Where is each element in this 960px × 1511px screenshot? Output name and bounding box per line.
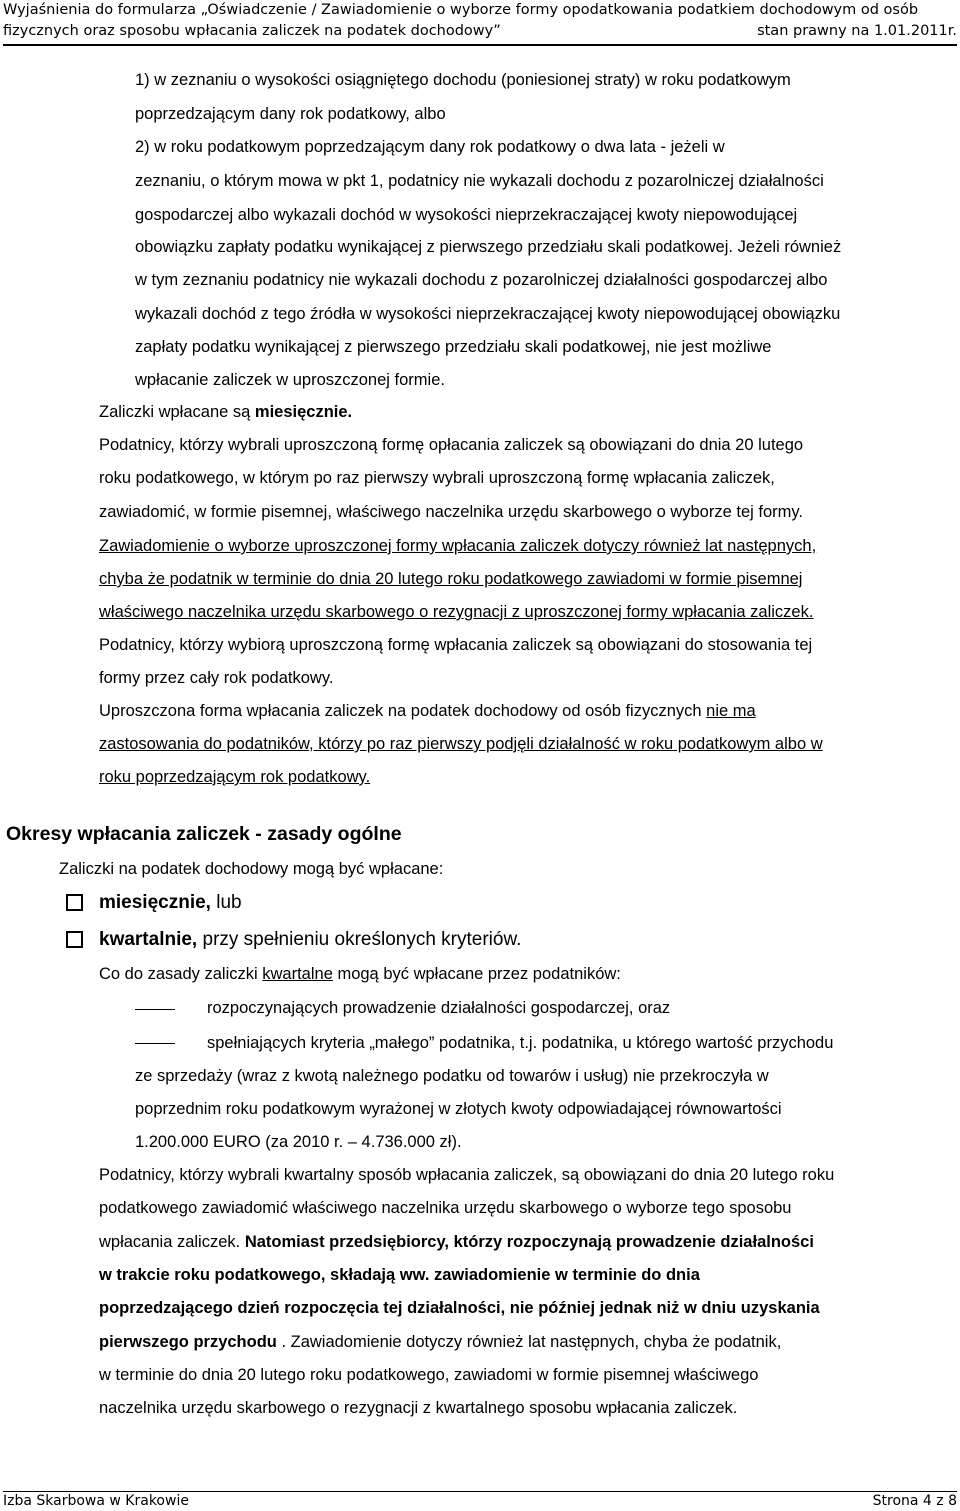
underlined-line: Zawiadomienie o wyborze uproszczonej formy wpłacania zaliczek dotyczy również lat następnych, <box>99 537 817 555</box>
text-line: Podatnicy, którzy wybiorą uproszczoną formę wpłacania zaliczek są obowiązani do stosowania tej <box>99 636 813 654</box>
text-line: w terminie do dnia 20 lutego roku podatkowego, zawiadomi w formie pisemnej właściwego <box>99 1366 759 1384</box>
text-line <box>99 1298 820 1318</box>
text-line: 1) w zeznaniu o wysokości osiągniętego dochodu (poniesionej straty) w roku podatkowym <box>135 71 791 89</box>
text-line: zeznaniu, o którym mowa w pkt 1, podatnicy nie wykazali dochodu z pozarolniczej działalności <box>135 172 824 190</box>
text-span: Co do zasady zaliczki <box>99 965 263 983</box>
underlined-line: właściwego naczelnika urzędu skarbowego o rezygnacji z uproszczonej formy wpłacania zaliczek. <box>99 603 814 621</box>
text-span: przy spełnieniu określonych kryteriów. <box>197 929 522 950</box>
text-line <box>99 964 621 984</box>
text-line: obowiązku zapłaty podatku wynikającej z pierwszego przedziału skali podatkowej. Jeżeli również <box>135 238 842 256</box>
bold-text: miesięcznie. <box>254 403 353 421</box>
text-span: wpłacania zaliczek. <box>99 1233 245 1251</box>
text-span: lub <box>210 892 242 913</box>
text-line: poprzedzającym dany rok podatkowy, albo <box>135 105 446 123</box>
text-line <box>99 701 756 721</box>
bold-text: miesięcznie, <box>99 892 211 913</box>
header-line-2 <box>3 21 957 42</box>
text-line: 1.200.000 EURO (za 2010 r. – 4.736.000 zł). <box>135 1133 462 1151</box>
bullet-item <box>99 929 521 951</box>
text-line: 2) w roku podatkowym poprzedzającym dany rok podatkowy o dwa lata - jeżeli w <box>135 138 725 156</box>
checkbox-bullet-icon <box>66 894 83 911</box>
text-span: Zaliczki wpłacane są <box>99 403 255 421</box>
text-line: Podatnicy, którzy wybrali kwartalny sposób wpłacania zaliczek, są obowiązani do dnia 20 lutego roku <box>99 1166 835 1184</box>
text-line: wpłacanie zaliczek w uproszczonej formie. <box>135 371 445 389</box>
section-heading: Okresy wpłacania zaliczek - zasady ogólne <box>6 823 402 845</box>
page-footer <box>3 1491 957 1511</box>
text-line <box>99 767 370 787</box>
text-line: podatkowego zawiadomić właściwego naczelnika urzędu skarbowego o wyborze tego sposobu <box>99 1199 792 1217</box>
bold-text: Natomiast przedsiębiorcy, którzy rozpoczynają prowadzenie działalności <box>244 1233 814 1251</box>
dash-bullet-icon <box>135 1043 175 1044</box>
bullet-item <box>99 892 242 914</box>
underlined-text: roku poprzedzającym rok podatkowy. <box>99 768 371 786</box>
text-line <box>99 402 352 422</box>
text-line: zawiadomić, w formie pisemnej, właściwego naczelnika urzędu skarbowego o wyborze tej formy. <box>99 503 803 521</box>
text-line <box>99 1332 781 1352</box>
bold-text: kwartalnie, <box>99 929 198 950</box>
underlined-text: nie ma <box>706 702 756 720</box>
header-line-1 <box>3 0 957 21</box>
header-title-line-1: Wyjaśnienia do formularza „Oświadczenie / Zawiadomienie o wyborze formy opodatkowania podatkiem dochodowym od osób <box>3 2 919 18</box>
text-line <box>99 1265 700 1285</box>
text-span: . Zawiadomienie dotyczy również lat następnych, chyba że podatnik, <box>276 1333 782 1351</box>
underlined-text: kwartalne <box>262 965 333 983</box>
bold-text: pierwszego przychodu <box>99 1333 277 1351</box>
page-header <box>3 0 957 46</box>
bold-text: poprzedzającego dzień rozpoczęcia tej działalności, nie później jednak niż w dniu uzyskania <box>99 1299 820 1317</box>
text-line: naczelnika urzędu skarbowego o rezygnacji z kwartalnego sposobu wpłacania zaliczek. <box>99 1399 738 1417</box>
page-number: Strona 4 z 8 <box>872 1493 957 1509</box>
text-line: gospodarczej albo wykazali dochód w wysokości nieprzekraczającej kwoty niepowodującej <box>135 206 798 224</box>
text-line: formy przez cały rok podatkowy. <box>99 669 334 687</box>
bold-text: w trakcie roku podatkowego, składają ww. zawiadomienie w terminie do dnia <box>99 1266 700 1284</box>
footer-organization: Izba Skarbowa w Krakowie <box>3 1493 189 1509</box>
header-legal-status: stan prawny na 1.01.2011r. <box>757 23 957 39</box>
text-line: rozpoczynających prowadzenie działalności gospodarczej, oraz <box>207 999 671 1017</box>
text-line: w tym zeznaniu podatnicy nie wykazali dochodu z pozarolniczej działalności gospodarczej albo <box>135 271 828 289</box>
text-line: wykazali dochód z tego źródła w wysokości nieprzekraczającej kwoty niepowodującej obowiązku <box>135 305 841 323</box>
text-line: roku podatkowego, w którym po raz pierwszy wybrali uproszczoną formę wpłacania zaliczek, <box>99 469 775 487</box>
text-line: poprzednim roku podatkowym wyrażonej w złotych kwoty odpowiadającej równowartości <box>135 1100 782 1118</box>
text-line: spełniających kryteria „małego” podatnika, t.j. podatnika, u którego wartość przychodu <box>207 1034 834 1052</box>
text-line: ze sprzedaży (wraz z kwotą należnego podatku od towarów i usług) nie przekroczyła w <box>135 1067 769 1085</box>
text-line: zapłaty podatku wynikającej z pierwszego przedziału skali podatkowej, nie jest możliwe <box>135 338 772 356</box>
text-span: mogą być wpłacane przez podatników: <box>332 965 621 983</box>
dash-bullet-icon <box>135 1009 175 1010</box>
checkbox-bullet-icon <box>66 931 83 948</box>
underlined-line: chyba że podatnik w terminie do dnia 20 lutego roku podatkowego zawiadomi w formie pisemnej <box>99 570 803 588</box>
text-line: Zaliczki na podatek dochodowy mogą być wpłacane: <box>59 860 444 878</box>
text-line: Podatnicy, którzy wybrali uproszczoną formę opłacania zaliczek są obowiązani do dnia 20 lutego <box>99 436 804 454</box>
text-line <box>99 1232 814 1252</box>
header-title-line-2: fizycznych oraz sposobu wpłacania zaliczek na podatek dochodowy” <box>3 23 501 39</box>
underlined-line: zastosowania do podatników, którzy po raz pierwszy podjęli działalność w roku podatkowym albo w <box>99 735 823 753</box>
text-span: Uproszczona forma wpłacania zaliczek na podatek dochodowy od osób fizycznych <box>99 702 707 720</box>
